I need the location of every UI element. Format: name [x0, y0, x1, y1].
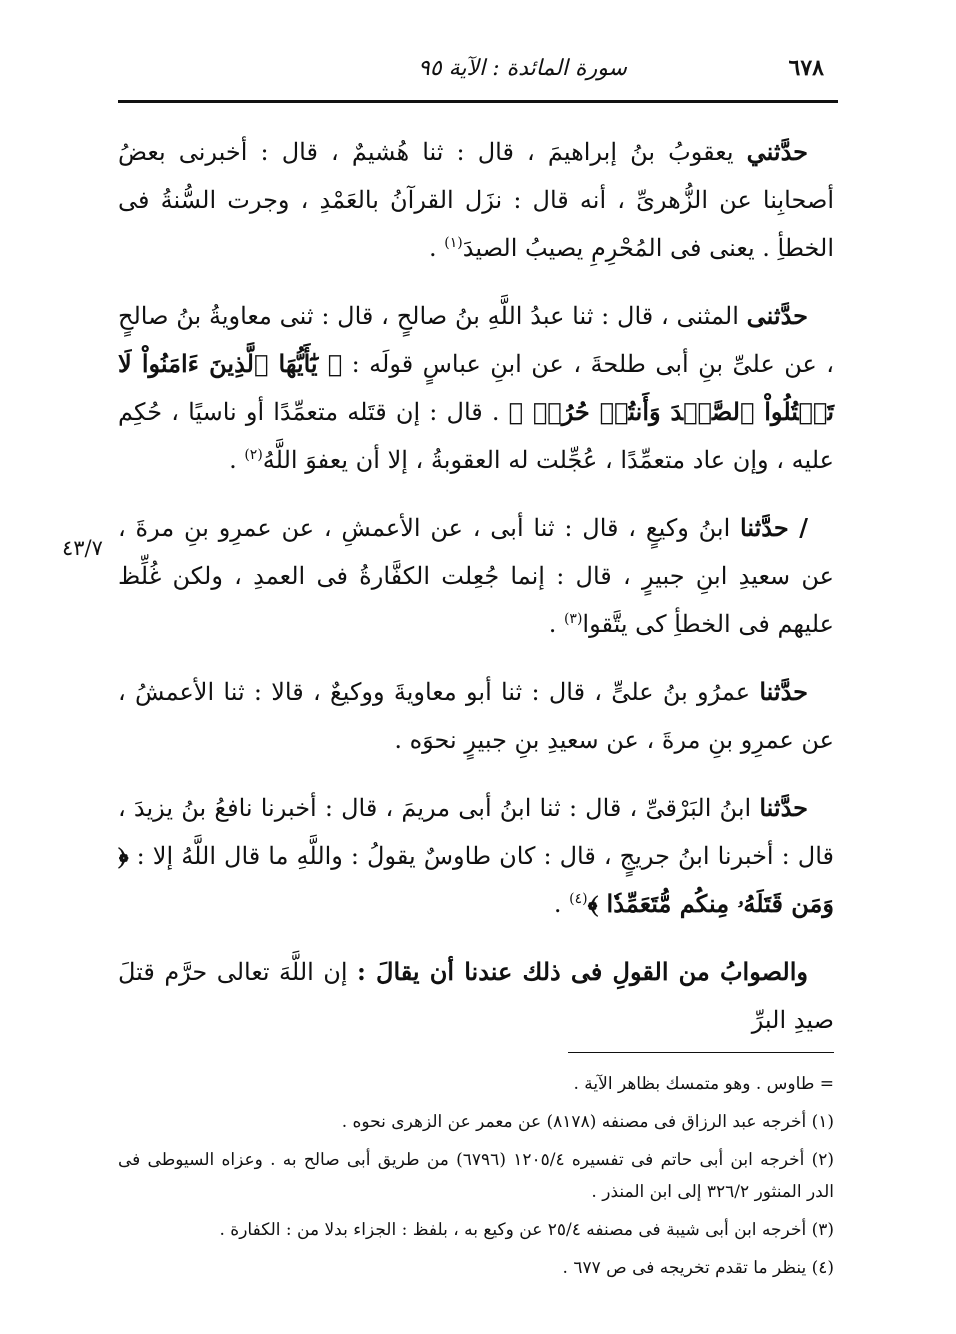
footnote-1: (١) أخرجه عبد الرزاق فى مصنفه (٨١٧٨) عن معمر عن الزهرى نحوه .: [341, 1112, 834, 1132]
paragraph-tail: .: [429, 234, 445, 262]
paragraph-text: ابنُ البَرْقىِّ ، قال : ثنا ابنُ أبى مريمَ ، قال : أخبرنا نافعُ بنُ يزيدَ ، قال : أخبرنا ابنُ جريجٍ ، قال : كان طاوسٌ يقولُ : واللَّهِ ما قال اللَّهُ إلا :: [118, 794, 834, 870]
paragraph-lead: حدَّثنى: [746, 301, 808, 330]
margin-volume-page-ref: ٤٣/٧: [62, 536, 103, 560]
paragraph-3: [118, 504, 834, 648]
paragraph-lead: حدَّثنا: [759, 793, 808, 822]
paragraph-text: ابنُ وكيعٍ ، قال : ثنا أبى ، عن الأعمشِ ، عن عمرِو بنِ مرةَ ، عن سعيدِ ابنِ جبيرٍ ، قال : إنما جُعِلت الكفَّارةُ فى العمدِ ، ولكن غُلِّظ عليهم فى الخطأِ كى يتَّقوا: [118, 514, 834, 638]
paragraph-tail: .: [229, 446, 245, 474]
footnote-continuation: = طاوس . وهو متمسك بظاهر الآية .: [573, 1074, 834, 1094]
paragraph-lead: والصوابُ من القولِ فى ذلك عندنا أن يقالَ :: [356, 957, 808, 986]
footnote-4: (٤) ينظر ما تقدم تخريجه فى ص ٦٧٧ .: [562, 1258, 834, 1278]
page-number: ٦٧٨: [788, 55, 824, 81]
paragraph-5: [118, 784, 834, 928]
paragraph-4: [118, 668, 834, 764]
footnote-ref: (٢): [244, 447, 263, 463]
paragraph-text: يعقوبُ بنُ إبراهيمَ ، قال : ثنا هُشيمٌ ، قال : أخبرنى بعضُ أصحابِنا عن الزُّهرىِّ ، أنه قال : نزَل القرآنُ بالعَمْدِ ، وجرت السُّنةُ فى الخطأِ . يعنى فى المُحْرِمِ يصيبُ الصيدَ: [118, 138, 834, 262]
quran-verse: ﴿ يَٰٓأَيُّهَا ٱلَّذِينَ ءَامَنُواْ لَا تَقۡتُلُواْ ٱلصَّيۡدَ وَأَنتُمۡ حُرُمٞ ﴾: [118, 349, 834, 426]
paragraph-tail: .: [553, 890, 570, 918]
paragraph-text: إن اللَّهَ تعالى حرَّم قتلَ صيدِ البرِّ: [118, 958, 834, 1034]
paragraph-text: عمرُو بنُ علىٍّ ، قال : ثنا أبو معاويةَ ووكيعٌ ، قالا : ثنا الأعمشُ ، عن عمرِو بنِ مرةَ ، عن سعيدِ بنِ جبيرٍ نحوَه .: [118, 678, 834, 754]
paragraph-1: [118, 128, 834, 272]
running-title: سورة المائدة : الآية ٩٥: [418, 55, 627, 81]
quran-verse: ﴿ وَمَن قَتَلَهُۥ مِنكُم مُّتَعَمِّدٗا ﴾: [118, 841, 834, 918]
paragraph-tail: .: [548, 610, 564, 638]
footnote-ref: (١): [444, 235, 463, 251]
main-text: [118, 128, 834, 1044]
paragraph-6: [118, 948, 834, 1044]
page-header: [118, 44, 838, 92]
paragraph-lead: حدَّثنا: [759, 677, 808, 706]
footnote-ref: (٣): [563, 611, 583, 627]
footnote-separator: [568, 1052, 834, 1053]
footnotes: [118, 1068, 834, 1290]
paragraph-2: [118, 292, 834, 484]
footnote-2: (٢) أخرجه ابن أبى حاتم فى تفسيره ١٢٠٥/٤ (٦٧٩٦) من طريق أبى صالح به . وعزاه السيوطى فى الدر المنثور ٣٢٦/٢ إلى ابن المنذر .: [118, 1150, 834, 1202]
paragraph-text: المثنى ، قال : ثنا عبدُ اللَّهِ بنُ صالحٍ ، قال : ثنى معاويةُ بنُ صالحٍ ، عن علىِّ بنِ أبى طلحةَ ، عن ابنِ عباسٍ قولَه :: [118, 302, 834, 378]
footnote-ref: (٤): [569, 891, 588, 907]
footnote-3: (٣) أخرجه ابن أبى شيبة فى مصنفه ٢٥/٤ عن وكيع به ، بلفظ : الجزاء بدلا من : الكفارة .: [219, 1220, 834, 1240]
paragraph-lead: حدَّثني: [746, 137, 808, 166]
paragraph-lead: / حدَّثنا: [740, 513, 808, 542]
header-rule: [118, 100, 838, 103]
paragraph-text-after: . قال : إن قتَله متعمِّدًا أو ناسيًا ، حُكِم عليه ، وإن عاد متعمِّدًا ، عُجِّلت له العقوبةُ ، إلا أن يعفوَ اللَّهُ: [118, 398, 834, 474]
